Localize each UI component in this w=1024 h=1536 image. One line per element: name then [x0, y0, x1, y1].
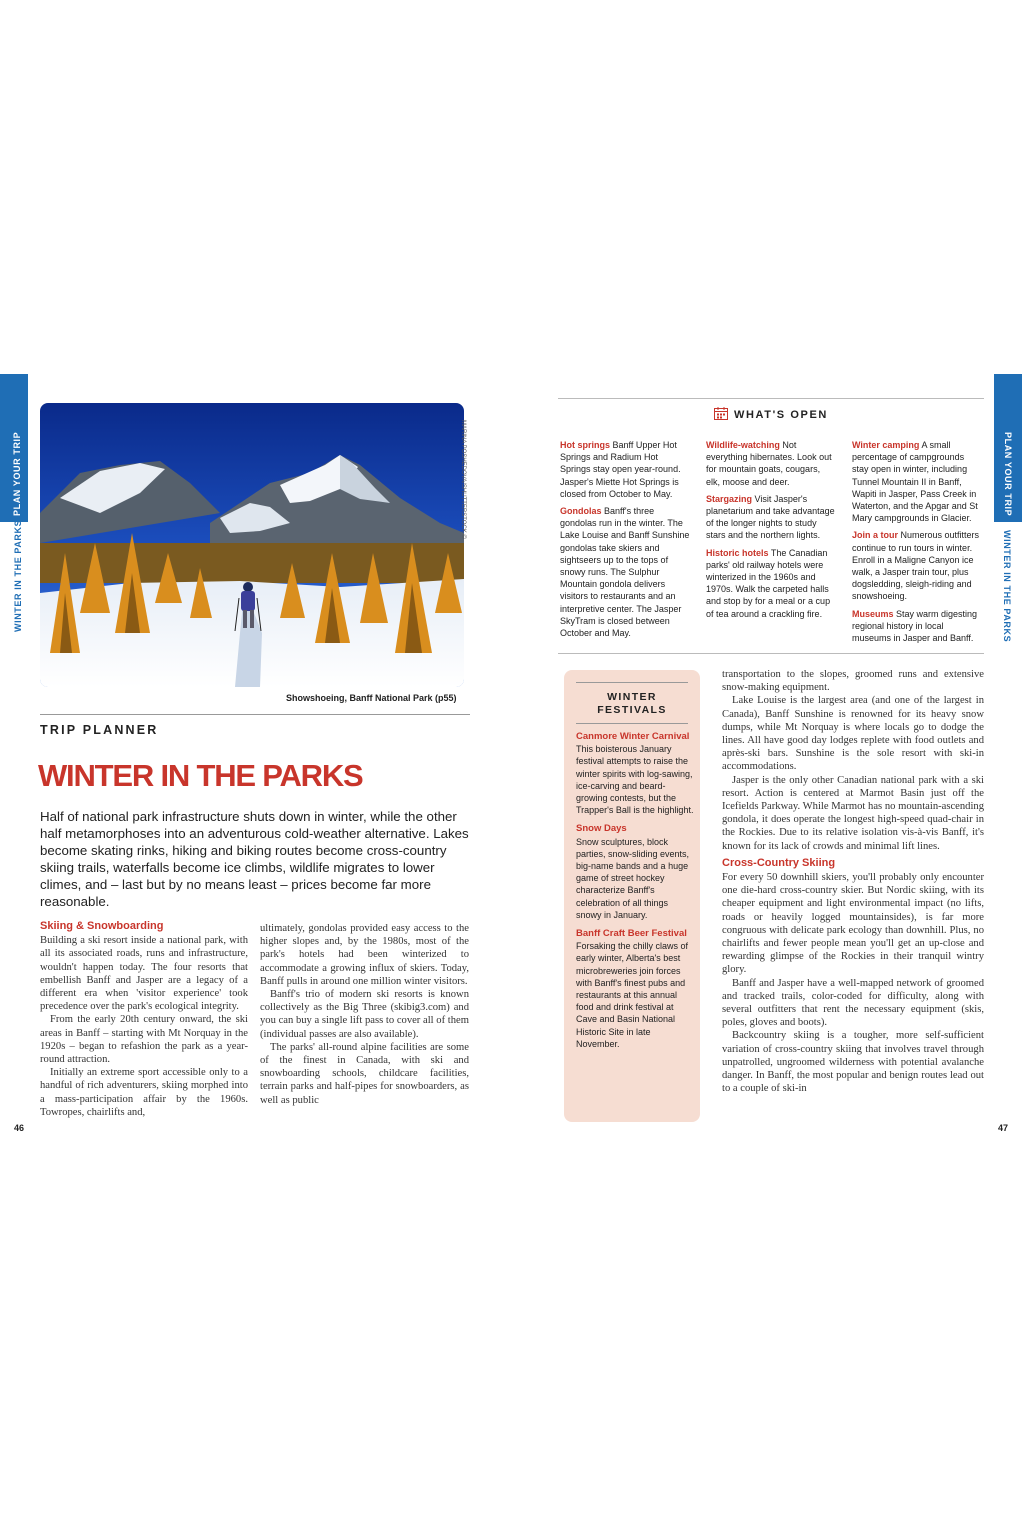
page-title: WINTER IN THE PARKS — [38, 758, 363, 793]
page-number-right: 47 — [998, 1123, 1009, 1133]
whats-open-title: WHAT'S OPEN — [734, 409, 828, 421]
whats-open-item: Historic hotels The Canadian parks' old railway hotels were winterized in the 1960s and 1970s. Walk the carpeted halls and stop by for a meal or a cup of tea around a crackling fire. — [706, 547, 831, 619]
whats-open-header — [558, 407, 984, 421]
section-eyebrow: TRIP PLANNER — [40, 723, 159, 737]
whats-open-item: Hot springs Banff Upper Hot Springs and Radium Hot Springs stay open year-round. Jasper's Miette Hot Springs is closed from October to May. — [560, 440, 681, 499]
photo-credit: MARINA POSHEDOVA/SHUTTERSTOCK © — [460, 420, 466, 539]
whats-open-item: Winter camping A small percentage of campgrounds stay open in winter, including Tunnel Mountain II in Banff, Wapiti in Jasper, Pass Creek in Waterton, and the Apgar and St Mary campgrounds in Glacier. — [852, 440, 978, 524]
calendar-icon — [714, 407, 728, 420]
whats-open-item: Wildlife-watching Not everything hibernates. Look out for mountain goats, cougars, elk, moose and deer. — [706, 440, 832, 487]
left-body-column-1 — [40, 920, 248, 1119]
whats-open-item: Stargazing Visit Jasper's planetarium and take advantage of the longer nights to study stars and the northern lights. — [706, 493, 835, 541]
left-body-column-2 — [260, 922, 469, 1107]
whats-open-box — [558, 398, 984, 654]
whats-open-column-3 — [852, 439, 982, 649]
skiing-heading: Skiing & Snowboarding — [40, 920, 164, 932]
whats-open-item: Gondolas Banff's three gondolas run in the winter. The Lake Louise and Banff Sunshine gondolas take skiers and sightseers up to the tops of snowy runs. The Sulphur Mountain gondola delivers visitors to restaurants and an interpretive center. The Jasper SkyTram is closed between October and May. — [560, 506, 690, 639]
body-paragraph: Building a ski resort inside a national park, with all its associated roads, runs and infrastructure, wouldn't happen today. The four resorts that embellish Banff and Jasper are a legacy of a different era when 'visitor experience' took precedence over the park's ecological integrity. — [40, 935, 248, 1013]
body-paragraph: Banff and Jasper have a well-mapped network of groomed and tracked trails, color-coded for difficulty, along with several outfitters that rent the necessary equipment (skis, poles, gloves and boots). — [722, 977, 984, 1029]
body-paragraph: The parks' all-round alpine facilities are some of the finest in Canada, with ski and snowboarding schools, childcare facilities, terrain parks and half-pipes for snowboarders, as well as public — [260, 1041, 469, 1106]
festival-item: Canmore Winter Carnival This boisterous January festival attempts to raise the winter spirits with log-sawing, ice-carving and beard-growing contests, but the Trapper's Ball is the highlight. — [576, 731, 694, 816]
body-paragraph: Lake Louise is the largest area (and one of the largest in Canada), Banff Sunshine is renowned for its heavy snow dumps, while Mt Norquay is where locals go to dodge the lines. All have good day lodges replete with food outlets and après-ski bars. Sunshine is the sole resort with ski-in accommodations. — [722, 695, 984, 773]
right-body-column — [722, 668, 984, 1096]
body-paragraph: Backcountry skiing is a tougher, more self-sufficient variation of cross-country skiing that involves travel through unpatrolled, ungroomed wilderness with potential avalanche danger. In Banff, the most popular and benign routes lead out to a couple of ski-in — [722, 1030, 984, 1095]
winter-festivals-box — [564, 670, 700, 1122]
body-paragraph: From the early 20th century onward, the ski areas in Banff – starting with Mt Norquay in the 1920s – began to refashion the park as a year-round attraction. — [40, 1014, 248, 1066]
festival-item: Banff Craft Beer Festival Forsaking the chilly claws of early winter, Alberta's best microbreweries join forces with Banff's finest pubs and restaurants at this annual food and drink festival at Cave and Basin National Historic Site in late November. — [576, 928, 689, 1049]
body-paragraph: Initially an extreme sport accessible only to a handful of rich adventurers, skiing morphed into a mass-participation affair by the 1960s. Towropes, chairlifts and, — [40, 1067, 248, 1118]
festival-item: Snow Days Snow sculptures, block parties, snow-sliding events, big-name bands and a huge game of street hockey characterize Banff's celebration of all things snowy in January. — [576, 823, 690, 920]
body-paragraph: For every 50 downhill skiers, you'll probably only encounter one die-hard cross-country skier. But Nordic skiing, with its cheaper equipment and light environmental impact (no lifts, roads or heavily logged mountainsides), is far more congruous with delicate park ecology than downhill. Plus, no chairlifts and fewer people mean you'll get an up-close and rewarding glimpse of the Rockies in their tranquil wintry glory. — [722, 872, 984, 976]
body-paragraph: ultimately, gondolas provided easy access to the higher slopes and, by the 1980s, most of the park's hotels had been winterized to accommodate a growing influx of skiers. Today, Banff pulls in around one million winter visitors. — [260, 923, 469, 987]
body-paragraph: Jasper is the only other Canadian national park with a ski resort. Action is centered at Marmot Basin just off the Icefields Parkway. While Marmot has no mountain-ascending gondola, it does operate the longest high-speed quad-chair in the Rockies. Due to its relative isolation vis-à-vis Banff, it's known for its lack of crowds and minimal lift lines. — [722, 774, 984, 852]
body-paragraph: Banff's trio of modern ski resorts is known collectively as the Big Three (skibig3.com) and you can buy a single lift pass to cover all of them (individual passes are also available). — [260, 989, 469, 1040]
whats-open-column-2 — [706, 439, 836, 625]
whats-open-item: Join a tour Numerous outfitters continue to run tours in winter. Enroll in a Maligne Canyon ice walk, a Jasper train tour, plus dogsledding, sleigh-riding and snowshoeing. — [852, 530, 980, 602]
body-paragraph: transportation to the slopes, groomed runs and extensive snow-making equipment. — [722, 669, 984, 694]
intro-paragraph: Half of national park infrastructure shuts down in winter, while the other half metamorphoses into an adventurous cold-weather alternative. Lakes become skating rinks, hiking and biking routes become cross-country skiing trails, waterfalls become ice climbs, wildlife migrates to lower climes, and – last but by no means least – prices become far more reasonable. — [40, 809, 469, 909]
left-tab-chapter-label: WINTER IN THE PARKS — [13, 519, 23, 632]
snowshoeing-photo — [40, 403, 464, 687]
left-tab-section-label: PLAN YOUR TRIP — [12, 431, 22, 516]
whats-open-column-1 — [560, 439, 690, 644]
eyebrow-rule — [40, 714, 470, 715]
cross-country-heading: Cross-Country Skiing — [722, 856, 836, 869]
winter-festivals-list — [576, 730, 694, 1056]
right-tab-chapter-label: WINTER IN THE PARKS — [1002, 530, 1012, 643]
right-tab-section-label: PLAN YOUR TRIP — [1003, 432, 1013, 517]
winter-festivals-title: WINTER FESTIVALS — [576, 682, 688, 724]
whats-open-item: Museums Stay warm digesting regional history in local museums in Jasper and Banff. — [852, 608, 978, 644]
photo-caption: Showshoeing, Banff National Park (p55) — [286, 693, 457, 703]
page-number-left: 46 — [14, 1123, 25, 1133]
